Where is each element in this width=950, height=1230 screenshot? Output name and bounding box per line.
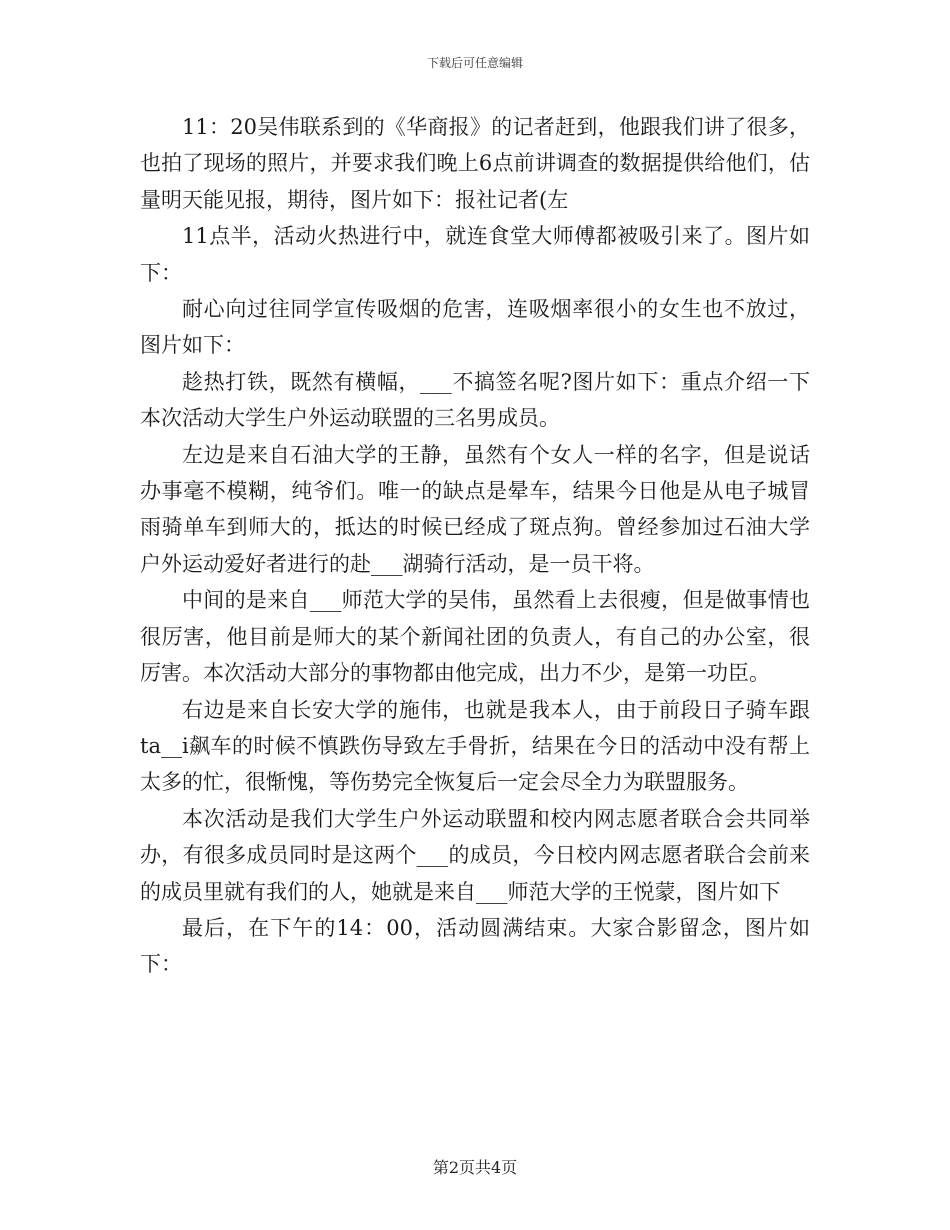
paragraph: 中间的是来自___师范大学的吴伟，虽然看上去很瘦，但是做事情也很厉害，他目前是师大的某个新闻社团的负责人，有自己的办公室，很厉害。本次活动大部分的事物都由他完成，出力不少，是第一功臣。: [140, 588, 810, 686]
paragraph: 耐心向过往同学宣传吸烟的危害，连吸烟率很小的女生也不放过，图片如下：: [140, 297, 810, 358]
header-note: 下载后可任意编辑: [426, 56, 523, 70]
page-number: 第2页共4页: [432, 1158, 518, 1177]
paragraph: 本次活动是我们大学生户外运动联盟和校内网志愿者联合会共同举办，有很多成员同时是这两个___的成员，今日校内网志愿者联合会前来的成员里就有我们的人，她就是来自___师范大学的王悦蒙，图片如下: [140, 806, 810, 904]
paragraph: 趁热打铁，既然有横幅，___不搞签名呢?图片如下：重点介绍一下本次活动大学生户外运动联盟的三名男成员。: [140, 369, 810, 431]
paragraph: 左边是来自石油大学的王静，虽然有个女人一样的名字，但是说话办事毫不模糊，纯爷们。唯一的缺点是晕车，结果今日他是从电子城冒雨骑单车到师大的，抵达的时候已经成了斑点狗。曾经参加过石油大学户外运动爱好者进行的赴___湖骑行活动，是一员干将。: [140, 442, 810, 576]
paragraph: 11点半，活动火热进行中，就连食堂大师傅都被吸引来了。图片如下：: [140, 224, 810, 285]
paragraph: 11：20吴伟联系到的《华商报》的记者赶到，他跟我们讲了很多，也拍了现场的照片，并要求我们晚上6点前讲调查的数据提供给他们，估量明天能见报，期待，图片如下：报社记者(左: [140, 115, 810, 212]
document-body: [140, 109, 810, 983]
paragraph: 右边是来自长安大学的施伟，也就是我本人，由于前段日子骑车跟ta__i飙车的时候不慎跌伤导致左手骨折，结果在今日的活动中没有帮上太多的忙，很惭愧，等伤势完全恢复后一定会尽全力为联盟服务。: [140, 697, 810, 795]
paragraph: 最后，在下午的14：00，活动圆满结束。大家合影留念，图片如下：: [140, 915, 810, 977]
